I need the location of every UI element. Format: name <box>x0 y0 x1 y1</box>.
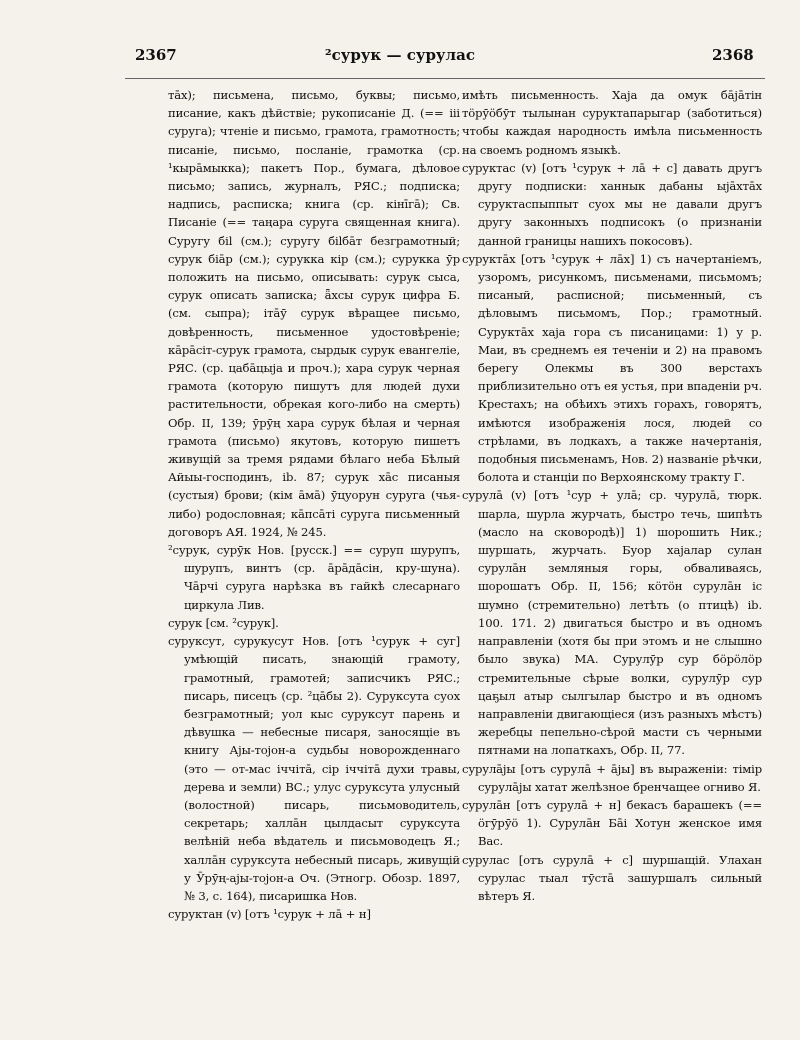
page-number-right: 2368 <box>712 46 754 64</box>
dictionary-entry: сурулā (v) [отъ ¹сур + улā; ср. чурулā, тюрк. шарла, шурла журчать, быстро течь, шипѣть (масло на сковородѣ)] 1) шорошить Ник.; шуршать, журчать. Буор хајалар сулан сурулāн земляныя горы, обваливаясь, шорошатъ Обр. II, 156; кöтöн сурулāн іс шумно (стремительно) летѣть (о птицѣ) ib. 100. 171. 2) двигаться быстро и въ одномъ направленіи (хотя бы при этомъ и не слышно было звука) МА. Сурулӯр сур бöрöлöр стремительные сѣрые волки, сурулӯр сур цаҕыл атыр сылгылар быстро и въ одномъ направленіи двигающіеся (изъ разныхъ мѣстъ) жеребцы пепельно-сѣрой масти съ черными пятнами на лопаткахъ, Обр. II, 77. <box>462 488 762 758</box>
running-head: ²сурук — сурулас <box>325 46 475 64</box>
dictionary-entry: суруктас (v) [отъ ¹сурук + лā + с] давать другъ другу подписки: ханнык дабаны ыјāхтāх суруктаспыппыт суох мы не давали другъ другу законныхъ подписокъ (о признаніи данной границы нашихъ покосовъ). <box>462 160 762 248</box>
dictionary-entry: сурулāн [отъ сурулā + н] бекасъ барашекъ (== öгӯрӯö 1). Сурулāн Бāі Хотун женское имя Вас. <box>462 797 762 849</box>
dictionary-entry: тāх); письмена, письмо, буквы; письмо, писание, какъ дѣйствіе; рукописаніе Д. (== ііі суруга); чтеніе и письмо, грамота, грамотность; писаніе, письмо, посланіе, грамотка (ср. ¹кырāмыкка); пакетъ Пор., бумага, дѣловое письмо; запись, журналъ, РЯС.; подписка; надпись, расписка; книга (ср. кінīгā); Св. Писаніе (== таңара суруга священная книга). Суругу біl (см.); суругу біlбāт безграмотный; сурук біāр (см.); сурукка кір (см.); сурукка ӯр положить на письмо, описывать: сурук сыса, сурук описать записка; ǟхсы сурук цифра Б. (см. сыпра); ітāӯ сурук вѣращее письмо, довѣренность, письменное удостовѣреніе; кāрāсіт-сурук грамота, сырдык сурук евангеліе, РЯС. (ср. цабāцыја и проч.); хара сурук черная грамота (которую пишутъ для людей духи растительности, обрекая кого-либо на смерть) Обр. II, 139; ӯрӯң хара сурук бѣлая и черная грамота (письмо) якутовъ, которую пишетъ живущій за тремя рядами бѣлаго неба Бѣлый Айыы-господинъ, ib. 87; сурук хāс писаныя (сустыя) брови; (кім āмā) ӯцуорун суруга (чья-либо) родословная; кāпсāті суруга письменный договоръ АЯ. 1924, № 245. <box>168 88 460 539</box>
dictionary-entry: суруктан (v) [отъ ¹сурук + лā + н] <box>168 907 371 922</box>
dictionary-entry: суруктāх [отъ ¹сурук + лāх] 1) съ начертаніемъ, узоромъ, рисункомъ, письменами, письмомъ; писаный, расписной; письменный, съ дѣловымъ письмомъ, Пор.; грамотный. Суруктāх хаја гора съ писаницами: 1) у р. Маи, въ среднемъ ея теченіи и 2) на правомъ берегу Олекмы въ 300 верстахъ приблизительно отъ ея устья, при впаденіи рч. Крестахъ; на обѣихъ этихъ горахъ, говорятъ, имѣются изображенія лося, людей со стрѣлами, въ лодкахъ, а также начертанія, подобныя письменамъ, Нов. 2) названіе рѣчки, болота и станціи по Верхоянскому тракту Г. <box>462 251 762 485</box>
dictionary-entry: имѣть письменность. Хаја да омук бāјāтін тöрӯöбӯт тылынан суруктапарыгар (заботиться) чтобы каждая народность имѣла письменность на своемъ родномъ языкѣ. <box>462 88 762 157</box>
dictionary-entry: сурук [см. ²сурук]. <box>168 615 279 630</box>
page-number-left: 2367 <box>135 46 177 64</box>
dictionary-entry: суруксут, сурукусут Нов. [отъ ¹сурук + суг] умѣющій писать, знающій грамоту, грамотный, грамотей; записчикъ РЯС.; писарь, писецъ (ср. ²цāбы 2). Суруксута суох безграмотный; уол кыс суруксут парень и дѣвушка — небесные писаря, заносящіе въ книгу Ајы-тојон-а судьбы новорожденнаго (это — от-мас іччітā, сір іччітā духи травы, дерева и земли) ВС.; улус суруксута улусный (волостной) писарь, письмоводитель, секретарь; халлāн цылдасыт суруксута велѣній неба вѣдатель и письмоводецъ Я.; халлāн суруксута небесный писарь, живущій у Ӯрӯң-ајы-тојон-а Оч. (Этногр. Обозр. 1897, № 3, с. 164), писаришка Нов. <box>168 634 460 903</box>
dictionary-entry: сурулас [отъ сурулā + с] шуршащій. Улахан сурулас тыал тӯстā зашуршалъ сильный вѣтеръ Я. <box>462 852 762 903</box>
page-header <box>0 46 800 70</box>
left-column <box>168 86 460 923</box>
right-column <box>462 86 762 905</box>
dictionary-entry: ²сурук, сурӯк Нов. [русск.] == суруп шурупъ, шурупъ, винтъ (ср. āрāдāсін, кру-шуна). Чāрчі суруга нарѣзка въ гайкѣ слесарнаго циркула Лив. <box>168 543 460 612</box>
dictionary-entry: сурулāјы [отъ сурулā + āјы] въ выраженіи: тімір сурулāјы хатат желѣзное бренчащее огниво Я. <box>462 761 762 794</box>
header-rule <box>125 78 765 79</box>
